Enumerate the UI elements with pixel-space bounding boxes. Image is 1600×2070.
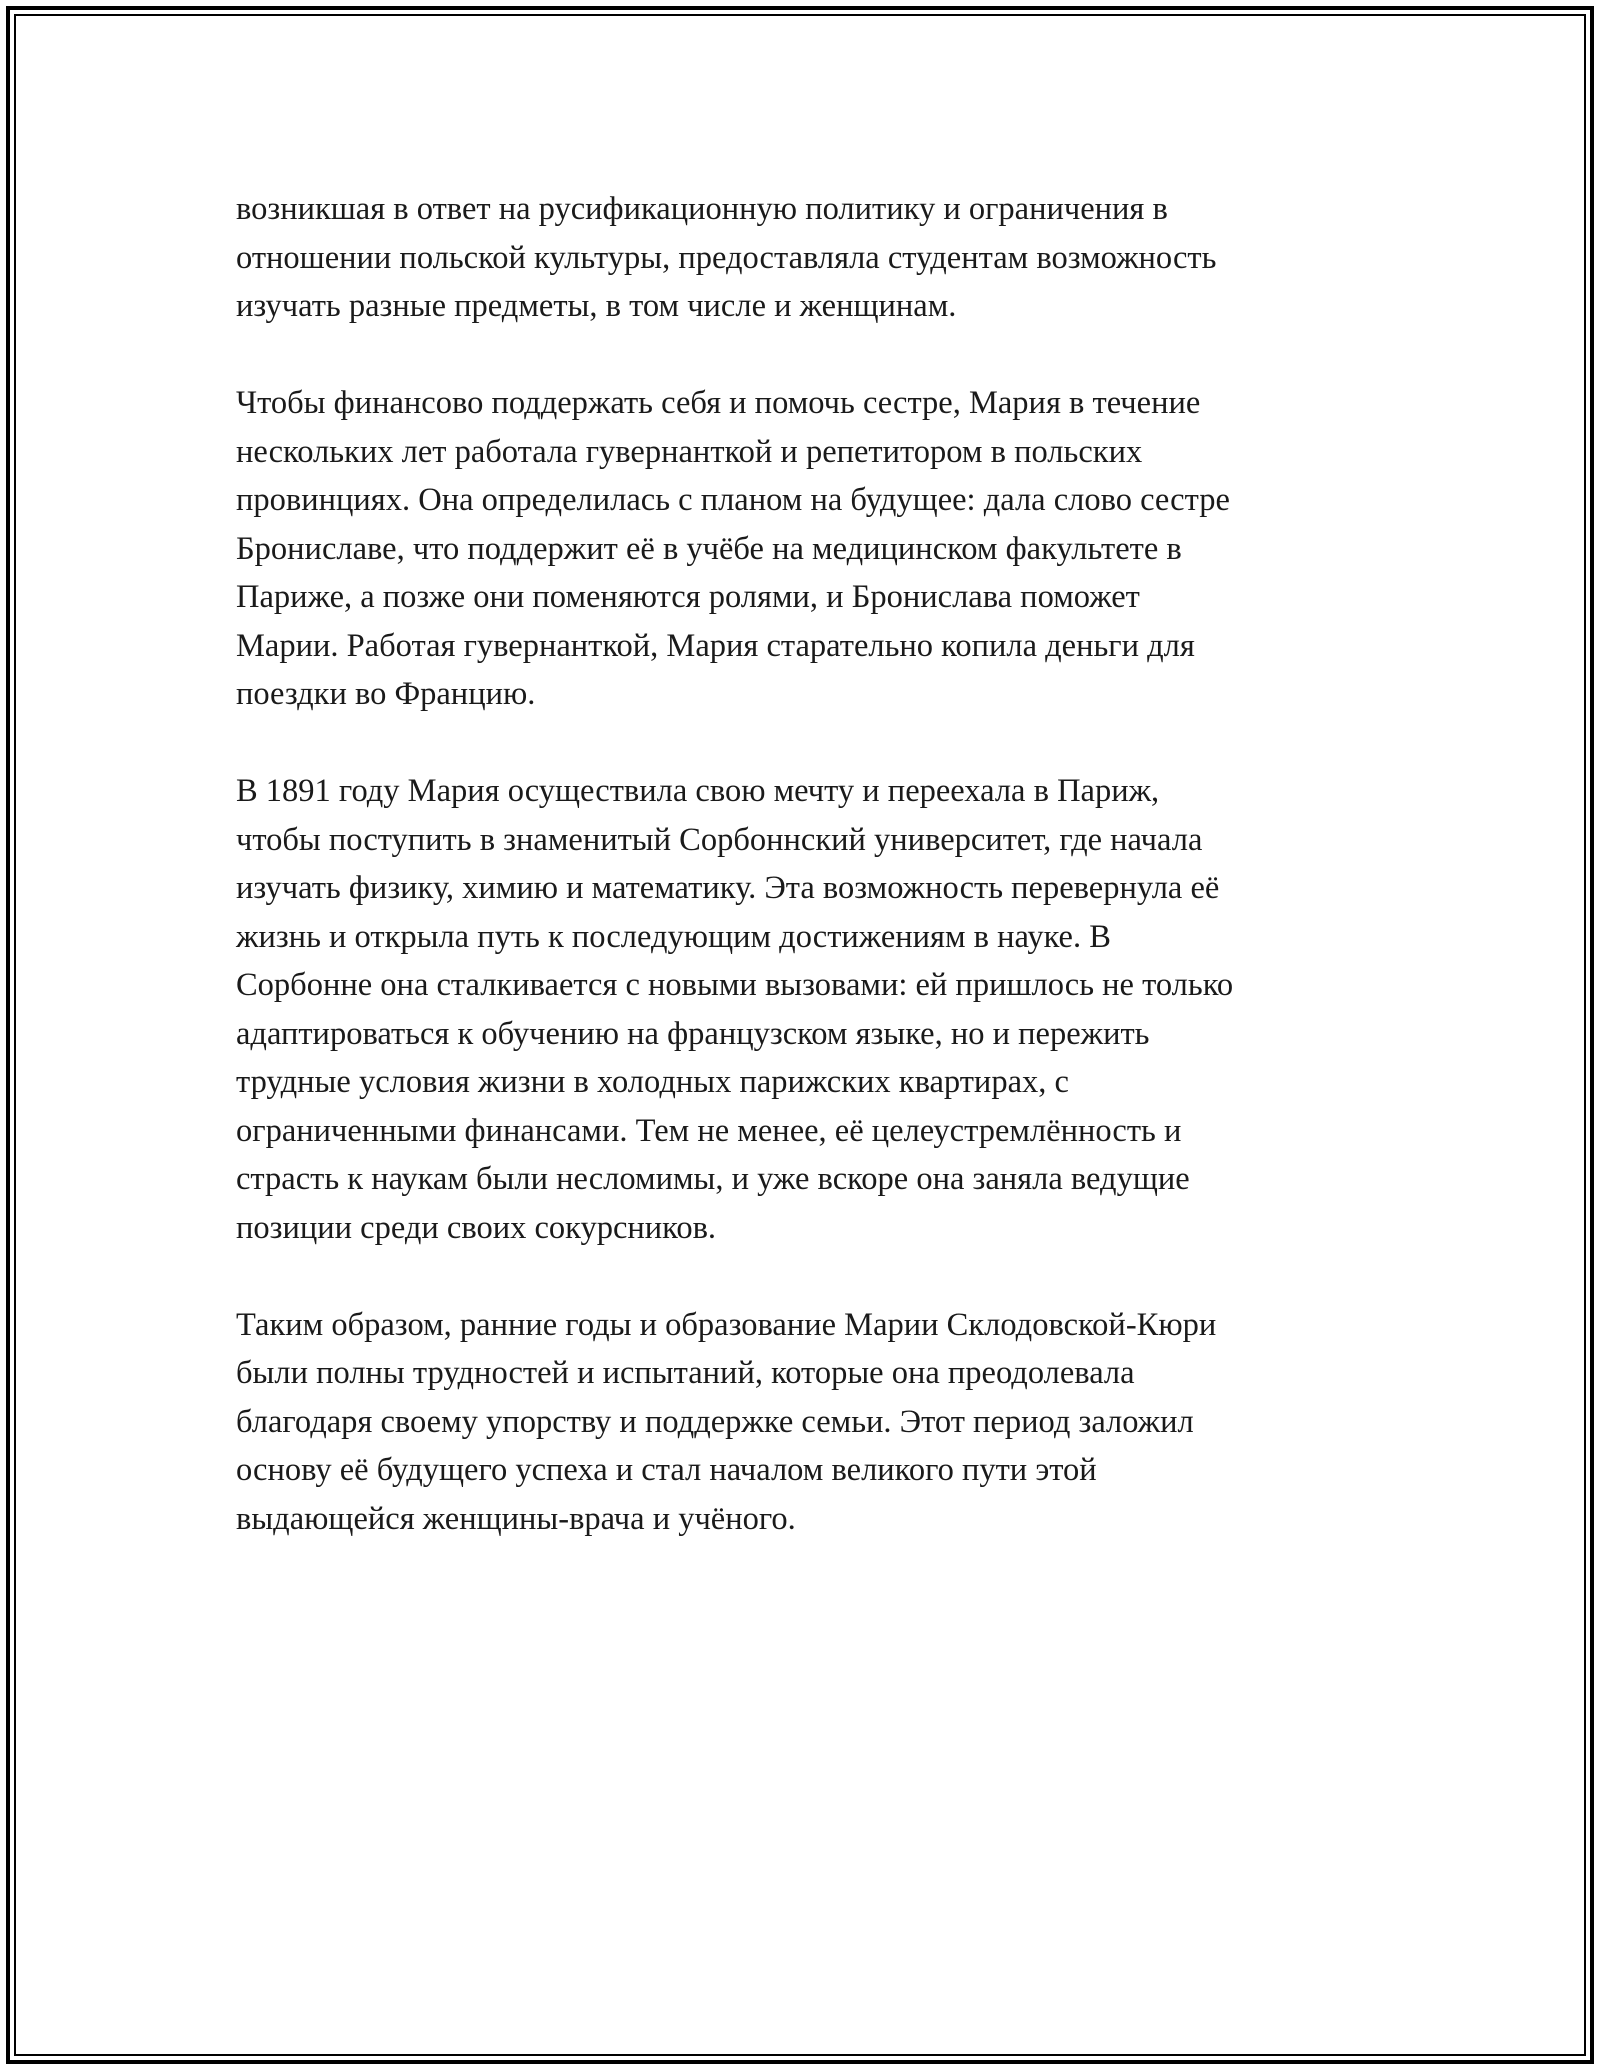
paragraph-3: В 1891 году Мария осуществила свою мечту и переехала в Париж, чтобы поступить в знаменитый Сорбоннский университет, где начала изучать физику, химию и математику. Эта возможность перевернула её жизнь и открыла путь к последующим достижениям в науке. В Сорбонне она сталкивается с новыми вызовами: ей пришлось не только адаптироваться к обучению на французском языке, но и пережить трудные условия жизни в холодных парижских квартирах, с ограниченными финансами. Тем не менее, её целеустремлённость и страсть к наукам были несломимы, и уже вскоре она заняла ведущие позиции среди своих сокурсников.	[236, 773, 1234, 1246]
document-body	[236, 185, 1386, 1592]
paragraph-1: возникшая в ответ на русификационную политику и ограничения в отношении польской культуры, предоставляла студентам возможность изучать разные предметы, в том числе и женщинам.	[236, 191, 1217, 324]
paragraph-4: Таким образом, ранние годы и образование Марии Склодовской-Кюри были полны трудностей и испытаний, которые она преодолевала благодаря своему упорству и поддержке семьи. Этот период заложил основу её будущего успеха и стал началом великого пути этой выдающейся женщины-врача и учёного.	[236, 1306, 1217, 1537]
paragraph-2: Чтобы финансово поддержать себя и помочь сестре, Мария в течение нескольких лет работала гувернанткой и репетитором в польских провинциях. Она определилась с планом на будущее: дала слово сестре Брониславе, что поддержит её в учёбе на медицинском факультете в Париже, а позже они поменяются ролями, и Бронислава поможет Марии. Работая гувернанткой, Мария старательно копила деньги для поездки во Францию.	[236, 385, 1230, 712]
